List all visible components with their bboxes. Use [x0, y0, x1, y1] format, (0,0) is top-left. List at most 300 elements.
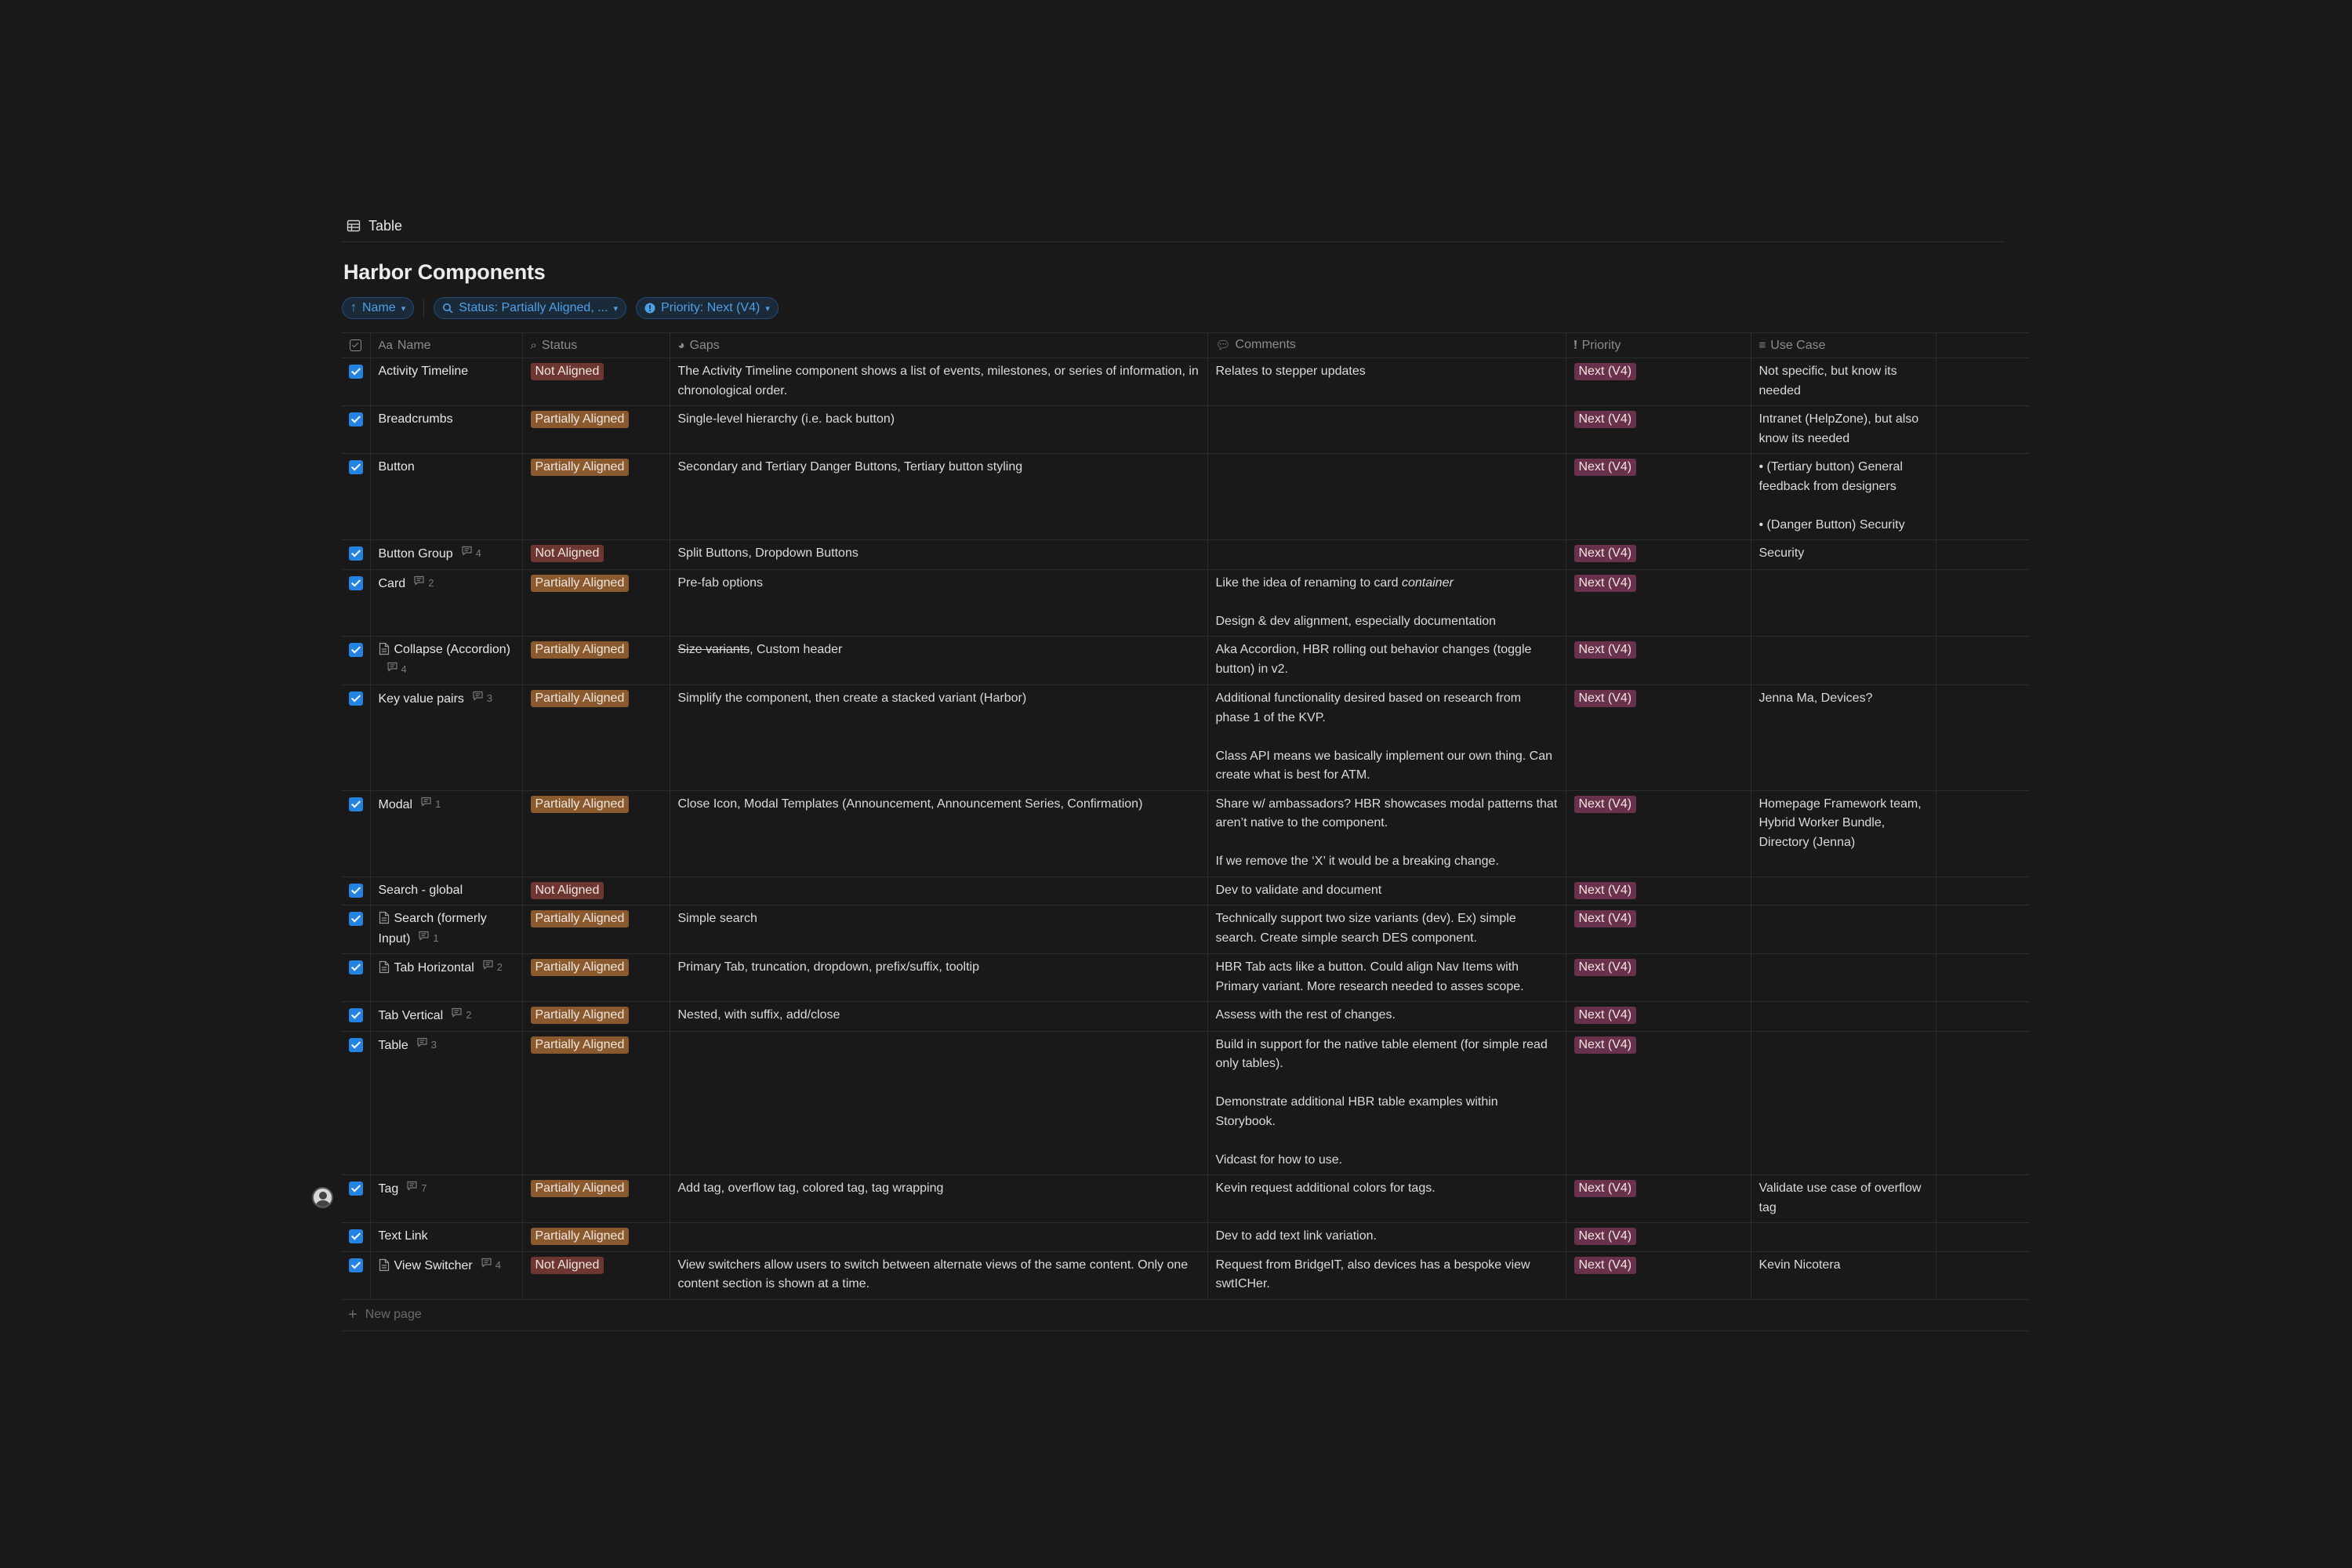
gaps-text: Add tag, overflow tag, colored tag, tag wrapping — [677, 1181, 944, 1195]
column-header-empty — [1936, 333, 2029, 358]
cell-use-case[interactable] — [1751, 1002, 1936, 1032]
cell-use-case[interactable] — [1751, 540, 1936, 570]
table-row[interactable] — [342, 1002, 2029, 1032]
cell-use-case[interactable] — [1751, 954, 1936, 1002]
column-header-label: Gaps — [689, 338, 720, 352]
cell-priority[interactable] — [1566, 454, 1751, 540]
cell-gaps[interactable] — [670, 906, 1207, 954]
cell-name[interactable] — [370, 1002, 522, 1032]
column-header-comments[interactable] — [1207, 333, 1566, 358]
cell-use-case[interactable] — [1751, 877, 1936, 906]
comment-count[interactable] — [472, 689, 492, 709]
divider — [342, 241, 2004, 242]
cell-priority[interactable] — [1566, 540, 1751, 570]
checkbox-checked-icon — [349, 643, 363, 657]
cell-empty[interactable] — [1936, 358, 2029, 406]
comment-count[interactable] — [406, 1179, 426, 1199]
row-checkbox[interactable] — [342, 406, 370, 454]
cell-comments[interactable] — [1207, 1002, 1566, 1032]
use-case-text: Kevin Nicotera — [1759, 1258, 1841, 1272]
cell-status[interactable] — [522, 1002, 670, 1032]
row-checkbox[interactable] — [342, 877, 370, 906]
row-checkbox[interactable] — [342, 569, 370, 637]
column-header-label: Comments — [1235, 338, 1296, 352]
filter-bar — [342, 296, 2027, 320]
arrow-up-icon: ↑ — [350, 301, 357, 314]
cell-comments[interactable] — [1207, 906, 1566, 954]
checkbox-checked-icon — [349, 797, 363, 811]
row-name[interactable]: Tag — [378, 1182, 399, 1196]
cell-empty[interactable] — [1936, 685, 2029, 791]
cell-gaps[interactable] — [670, 540, 1207, 570]
cell-gaps[interactable] — [670, 358, 1207, 406]
gaps-text: Close Icon, Modal Templates (Announcement, Announcement Series, Confirmation) — [677, 797, 1143, 811]
comment-count-value: 7 — [421, 1182, 427, 1194]
cell-use-case[interactable] — [1751, 406, 1936, 454]
cell-gaps[interactable] — [670, 954, 1207, 1002]
cell-priority[interactable] — [1566, 1031, 1751, 1175]
cell-empty[interactable] — [1936, 406, 2029, 454]
new-page-label: New page — [365, 1308, 422, 1321]
cell-comments[interactable] — [1207, 569, 1566, 637]
gaps-text: Nested, with suffix, add/close — [677, 1008, 840, 1022]
status-badge: Partially Aligned — [531, 910, 630, 927]
comment-text — [1216, 574, 1558, 593]
header-checkbox[interactable] — [342, 333, 370, 358]
cell-gaps[interactable] — [670, 790, 1207, 877]
cell-gaps[interactable] — [670, 685, 1207, 791]
cell-priority[interactable] — [1566, 1175, 1751, 1223]
cell-comments[interactable] — [1207, 1031, 1566, 1175]
priority-badge: Next (V4) — [1574, 545, 1637, 562]
cell-status[interactable] — [522, 906, 670, 954]
cell-name[interactable] — [370, 454, 522, 540]
cell-name[interactable] — [370, 1223, 522, 1252]
cell-priority[interactable] — [1566, 406, 1751, 454]
cell-name[interactable] — [370, 1175, 522, 1223]
row-checkbox[interactable] — [342, 1002, 370, 1032]
comment-count[interactable] — [416, 1036, 437, 1055]
comment-text-part: Like the idea of renaming to card — [1215, 575, 1402, 590]
cell-status[interactable] — [522, 540, 670, 570]
priority-badge: Next (V4) — [1574, 959, 1637, 976]
comment-text: Design & dev alignment, especially documentation — [1215, 614, 1497, 628]
cell-comments[interactable] — [1207, 954, 1566, 1002]
table-row[interactable] — [342, 1031, 2029, 1175]
chevron-down-icon: ▾ — [613, 303, 619, 314]
row-name[interactable]: Modal — [378, 797, 413, 811]
cell-status[interactable] — [522, 1251, 670, 1299]
cell-name[interactable] — [370, 1031, 522, 1175]
cell-empty[interactable] — [1936, 954, 2029, 1002]
row-checkbox[interactable] — [342, 540, 370, 570]
cell-empty[interactable] — [1936, 1223, 2029, 1252]
comment-count-value: 2 — [428, 576, 434, 589]
view-tab-label: Table — [368, 217, 403, 234]
priority-badge: Next (V4) — [1574, 411, 1637, 428]
divider — [423, 299, 424, 318]
document-icon — [379, 642, 390, 655]
comment-count-value: 3 — [430, 1038, 437, 1051]
column-header-label: Use Case — [1770, 338, 1826, 352]
row-name[interactable]: Search (formerly Input) — [378, 912, 487, 946]
cell-status[interactable] — [522, 954, 670, 1002]
cell-comments[interactable] — [1207, 1175, 1566, 1223]
priority-badge: Next (V4) — [1574, 1180, 1637, 1197]
comment-count-value: 4 — [401, 662, 407, 675]
column-header-priority[interactable] — [1566, 333, 1751, 358]
comment-count-value: 4 — [495, 1258, 501, 1271]
search-icon — [442, 303, 453, 314]
priority-icon: ❗︎ — [1573, 338, 1577, 352]
status-badge: Partially Aligned — [531, 641, 630, 659]
cell-empty[interactable] — [1936, 877, 2029, 906]
comment-text: Dev to validate and document — [1215, 883, 1382, 897]
column-header-status[interactable] — [522, 333, 670, 358]
pie-icon: ◕ — [677, 338, 685, 352]
table-row[interactable] — [342, 406, 2029, 454]
row-name[interactable]: Text Link — [378, 1229, 428, 1243]
cell-name[interactable] — [370, 877, 522, 906]
row-name[interactable]: Collapse (Accordion) — [394, 643, 511, 656]
cell-priority[interactable] — [1566, 954, 1751, 1002]
cell-gaps[interactable] — [670, 1175, 1207, 1223]
cell-comments[interactable] — [1207, 406, 1566, 454]
priority-badge: Next (V4) — [1574, 882, 1637, 899]
document-icon — [379, 911, 390, 924]
status-filter-chip[interactable] — [434, 297, 626, 319]
priority-badge: Next (V4) — [1574, 1228, 1637, 1245]
cell-priority[interactable] — [1566, 1251, 1751, 1299]
cell-empty[interactable] — [1936, 1031, 2029, 1175]
cell-name[interactable] — [370, 569, 522, 637]
cell-empty[interactable] — [1936, 790, 2029, 877]
comment-icon — [482, 958, 494, 978]
new-page-button[interactable] — [342, 1300, 2029, 1331]
comment-count-value: 4 — [475, 547, 481, 559]
status-badge: Partially Aligned — [531, 1007, 630, 1024]
checkbox-checked-icon — [349, 365, 363, 379]
gaps-strike-text: Size variants — [677, 643, 750, 656]
cell-priority[interactable] — [1566, 1223, 1751, 1252]
comment-count[interactable] — [482, 958, 503, 978]
status-badge: Partially Aligned — [531, 411, 630, 428]
comment-count-value: 2 — [496, 961, 503, 973]
cell-status[interactable] — [522, 877, 670, 906]
use-case-text: Homepage Framework team, Hybrid Worker Bundle, Directory (Jenna) — [1759, 797, 1922, 849]
cell-empty[interactable] — [1936, 1175, 2029, 1223]
cell-comments[interactable] — [1207, 877, 1566, 906]
comment-text: Aka Accordion, HBR rolling out behavior changes (toggle button) in v2. — [1215, 643, 1532, 676]
cell-priority[interactable] — [1566, 877, 1751, 906]
comment-count[interactable] — [461, 544, 481, 564]
cell-comments[interactable] — [1207, 685, 1566, 791]
cell-use-case[interactable] — [1751, 906, 1936, 954]
row-checkbox[interactable] — [342, 685, 370, 791]
cell-name[interactable] — [370, 954, 522, 1002]
cell-priority[interactable] — [1566, 637, 1751, 685]
cell-status[interactable] — [522, 454, 670, 540]
cell-gaps[interactable] — [670, 1223, 1207, 1252]
cell-name[interactable] — [370, 790, 522, 877]
row-name[interactable]: Card — [378, 576, 406, 590]
cell-status[interactable] — [522, 406, 670, 454]
comment-icon — [420, 795, 432, 815]
plus-icon: + — [348, 1305, 358, 1323]
checkbox-checked-icon — [349, 960, 363, 975]
row-checkbox[interactable] — [342, 906, 370, 954]
cell-comments[interactable] — [1207, 637, 1566, 685]
cell-name[interactable] — [370, 540, 522, 570]
comment-count[interactable] — [420, 795, 441, 815]
priority-badge: Next (V4) — [1574, 690, 1637, 707]
table-row[interactable] — [342, 1223, 2029, 1252]
comment-text: Additional functionality desired based on research from phase 1 of the KVP. — [1215, 691, 1522, 724]
status-badge: Partially Aligned — [531, 959, 630, 976]
cell-empty[interactable] — [1936, 637, 2029, 685]
comment-text: Relates to stepper updates — [1215, 365, 1366, 378]
cell-empty[interactable] — [1936, 454, 2029, 540]
cell-comments[interactable] — [1207, 790, 1566, 877]
cell-use-case[interactable] — [1751, 790, 1936, 877]
cell-empty[interactable] — [1936, 906, 2029, 954]
status-badge: Not Aligned — [531, 882, 604, 899]
status-badge: Partially Aligned — [531, 459, 630, 476]
priority-badge: Next (V4) — [1574, 1007, 1637, 1024]
column-header-label: Name — [397, 338, 431, 352]
comment-icon — [418, 929, 430, 949]
speech-bubble-icon: 💬︎ — [1215, 339, 1231, 353]
cell-priority[interactable] — [1566, 1002, 1751, 1032]
text-property-icon: Aa — [378, 338, 393, 352]
comment-count-value: 1 — [433, 931, 439, 944]
comment-text: Technically support two size variants (dev). Ex) simple search. Create simple search DES component. — [1215, 912, 1516, 945]
comment-count[interactable] — [451, 1006, 471, 1025]
status-badge: Partially Aligned — [531, 690, 630, 707]
priority-badge: Next (V4) — [1574, 1036, 1637, 1054]
comment-icon — [416, 1036, 428, 1055]
use-case-text: • (Tertiary button) General feedback from designers — [1759, 460, 1903, 493]
table-row[interactable] — [342, 685, 2029, 791]
cell-use-case[interactable] — [1751, 454, 1936, 540]
cell-name[interactable] — [370, 1251, 522, 1299]
cell-status[interactable] — [522, 1031, 670, 1175]
column-header-gaps[interactable] — [670, 333, 1207, 358]
row-name[interactable]: Key value pairs — [378, 692, 464, 706]
comment-icon — [413, 574, 425, 593]
cell-use-case[interactable] — [1751, 358, 1936, 406]
cell-status[interactable] — [522, 637, 670, 685]
chevron-down-icon: ▾ — [401, 303, 406, 314]
cell-comments[interactable] — [1207, 454, 1566, 540]
comment-text: Dev to add text link variation. — [1215, 1229, 1377, 1243]
cell-name[interactable] — [370, 685, 522, 791]
column-header-label: Status — [541, 338, 578, 352]
use-case-text: Jenna Ma, Devices? — [1759, 691, 1873, 705]
table-header-row — [342, 333, 2029, 358]
row-name[interactable]: Tab Horizontal — [394, 961, 474, 975]
priority-filter-chip[interactable] — [636, 297, 779, 319]
cell-use-case[interactable] — [1751, 685, 1936, 791]
table-row[interactable] — [342, 358, 2029, 406]
status-badge: Not Aligned — [531, 545, 604, 562]
comment-text: Demonstrate additional HBR table examples within Storybook. — [1215, 1095, 1498, 1128]
database-table — [342, 332, 2029, 1300]
column-header-label: Priority — [1581, 338, 1621, 352]
gaps-text: , Custom header — [750, 643, 843, 656]
cell-name[interactable] — [370, 406, 522, 454]
cell-gaps[interactable] — [670, 1031, 1207, 1175]
cell-comments[interactable] — [1207, 540, 1566, 570]
column-header-use-case[interactable] — [1751, 333, 1936, 358]
cell-status[interactable] — [522, 1223, 670, 1252]
row-name[interactable]: Table — [378, 1038, 408, 1052]
cell-use-case[interactable] — [1751, 1175, 1936, 1223]
cell-name[interactable] — [370, 637, 522, 685]
row-checkbox[interactable] — [342, 1031, 370, 1175]
cell-comments[interactable] — [1207, 358, 1566, 406]
row-name[interactable]: Tab Vertical — [378, 1009, 444, 1022]
status-badge: Partially Aligned — [531, 796, 630, 813]
row-name[interactable]: Button Group — [378, 547, 453, 561]
use-case-text: Intranet (HelpZone), but also know its needed — [1759, 412, 1919, 445]
checkbox-checked-icon — [349, 691, 363, 706]
table-row[interactable] — [342, 1175, 2029, 1223]
document-icon — [379, 960, 390, 974]
comment-count[interactable] — [387, 660, 407, 680]
page-title[interactable]: Harbor Components — [343, 260, 546, 284]
cell-status[interactable] — [522, 685, 670, 791]
status-badge: Not Aligned — [531, 363, 604, 380]
cell-gaps[interactable] — [670, 877, 1207, 906]
row-checkbox[interactable] — [342, 954, 370, 1002]
row-checkbox[interactable] — [342, 358, 370, 406]
cell-name[interactable] — [370, 358, 522, 406]
comment-text: If we remove the ‘X’ it would be a breaking change. — [1215, 855, 1499, 868]
checkbox-icon — [350, 339, 361, 351]
checkbox-checked-icon — [349, 576, 363, 590]
row-name[interactable]: Button — [378, 460, 415, 474]
cell-use-case[interactable] — [1751, 1223, 1936, 1252]
lines-icon: ≡ — [1759, 338, 1766, 352]
cell-priority[interactable] — [1566, 569, 1751, 637]
row-name[interactable]: Activity Timeline — [378, 365, 469, 378]
table-row[interactable] — [342, 1251, 2029, 1299]
cell-use-case[interactable] — [1751, 569, 1936, 637]
checkbox-checked-icon — [349, 1258, 363, 1272]
view-tab-table[interactable] — [342, 210, 2027, 241]
comment-text: HBR Tab acts like a button. Could align Nav Items with Primary variant. More research needed to asses scope. — [1215, 960, 1524, 993]
cell-use-case[interactable] — [1751, 1031, 1936, 1175]
column-header-name[interactable] — [370, 333, 522, 358]
comment-text: Build in support for the native table element (for simple read only tables). — [1215, 1037, 1548, 1070]
table-row[interactable] — [342, 637, 2029, 685]
table-row[interactable] — [342, 954, 2029, 1002]
cell-priority[interactable] — [1566, 685, 1751, 791]
comment-count[interactable] — [418, 929, 438, 949]
cell-status[interactable] — [522, 790, 670, 877]
comment-icon — [461, 544, 473, 564]
avatar[interactable] — [312, 1187, 333, 1208]
status-filter-label: Status: Partially Aligned, ... — [459, 301, 608, 314]
cell-comments[interactable] — [1207, 1251, 1566, 1299]
cell-comments[interactable] — [1207, 1223, 1566, 1252]
use-case-text: Not specific, but know its needed — [1759, 365, 1897, 397]
row-checkbox[interactable] — [342, 637, 370, 685]
table-row[interactable] — [342, 540, 2029, 570]
cell-use-case[interactable] — [1751, 637, 1936, 685]
table-row[interactable] — [342, 906, 2029, 954]
comment-count-value: 3 — [486, 692, 493, 704]
cell-priority[interactable] — [1566, 358, 1751, 406]
search-icon: ⌕ — [530, 338, 537, 352]
priority-badge: Next (V4) — [1574, 459, 1637, 476]
cell-gaps[interactable] — [670, 454, 1207, 540]
cell-use-case[interactable] — [1751, 1251, 1936, 1299]
cell-gaps[interactable] — [670, 406, 1207, 454]
comment-icon — [387, 660, 398, 680]
row-checkbox[interactable] — [342, 1223, 370, 1252]
sort-chip[interactable] — [342, 297, 414, 319]
cell-empty[interactable] — [1936, 1002, 2029, 1032]
use-case-text: • (Danger Button) Security — [1759, 517, 1905, 532]
comment-count[interactable] — [481, 1256, 501, 1276]
cell-gaps[interactable] — [670, 1002, 1207, 1032]
row-checkbox[interactable] — [342, 454, 370, 540]
cell-gaps[interactable] — [670, 1251, 1207, 1299]
cell-status[interactable] — [522, 358, 670, 406]
table-icon — [347, 219, 361, 233]
comment-count-value: 1 — [435, 797, 441, 810]
sort-chip-label: Name — [362, 301, 396, 314]
cell-empty[interactable] — [1936, 540, 2029, 570]
cell-status[interactable] — [522, 569, 670, 637]
database-page — [342, 210, 2027, 1331]
cell-gaps[interactable] — [670, 569, 1207, 637]
table-row[interactable] — [342, 790, 2029, 877]
table-row[interactable] — [342, 569, 2029, 637]
checkbox-checked-icon — [349, 460, 363, 474]
row-checkbox[interactable] — [342, 1251, 370, 1299]
status-badge: Partially Aligned — [531, 1228, 630, 1245]
row-name[interactable]: Search - global — [378, 883, 463, 897]
cell-status[interactable] — [522, 1175, 670, 1223]
comment-text: Request from BridgeIT, also devices has a bespoke view swtICHer. — [1215, 1258, 1530, 1290]
cell-priority[interactable] — [1566, 906, 1751, 954]
use-case-text: Validate use case of overflow tag — [1759, 1181, 1922, 1214]
table-body — [342, 358, 2029, 1300]
comment-count[interactable] — [413, 574, 434, 593]
status-badge: Partially Aligned — [531, 575, 630, 592]
comment-text: Class API means we basically implement our own thing. Can create what is best for ATM. — [1215, 749, 1553, 782]
priority-icon — [644, 303, 655, 314]
table-row[interactable] — [342, 454, 2029, 540]
checkbox-checked-icon — [349, 1181, 363, 1196]
priority-badge: Next (V4) — [1574, 641, 1637, 659]
document-icon — [379, 1258, 390, 1272]
row-name[interactable]: Breadcrumbs — [378, 412, 453, 426]
row-checkbox[interactable] — [342, 1175, 370, 1223]
row-checkbox[interactable] — [342, 790, 370, 877]
row-name[interactable]: View Switcher — [394, 1258, 473, 1272]
cell-gaps[interactable] — [670, 637, 1207, 685]
cell-name[interactable] — [370, 906, 522, 954]
cell-empty[interactable] — [1936, 1251, 2029, 1299]
cell-empty[interactable] — [1936, 569, 2029, 637]
cell-priority[interactable] — [1566, 790, 1751, 877]
gaps-text: Single-level hierarchy (i.e. back button) — [677, 412, 895, 426]
table-row[interactable] — [342, 877, 2029, 906]
